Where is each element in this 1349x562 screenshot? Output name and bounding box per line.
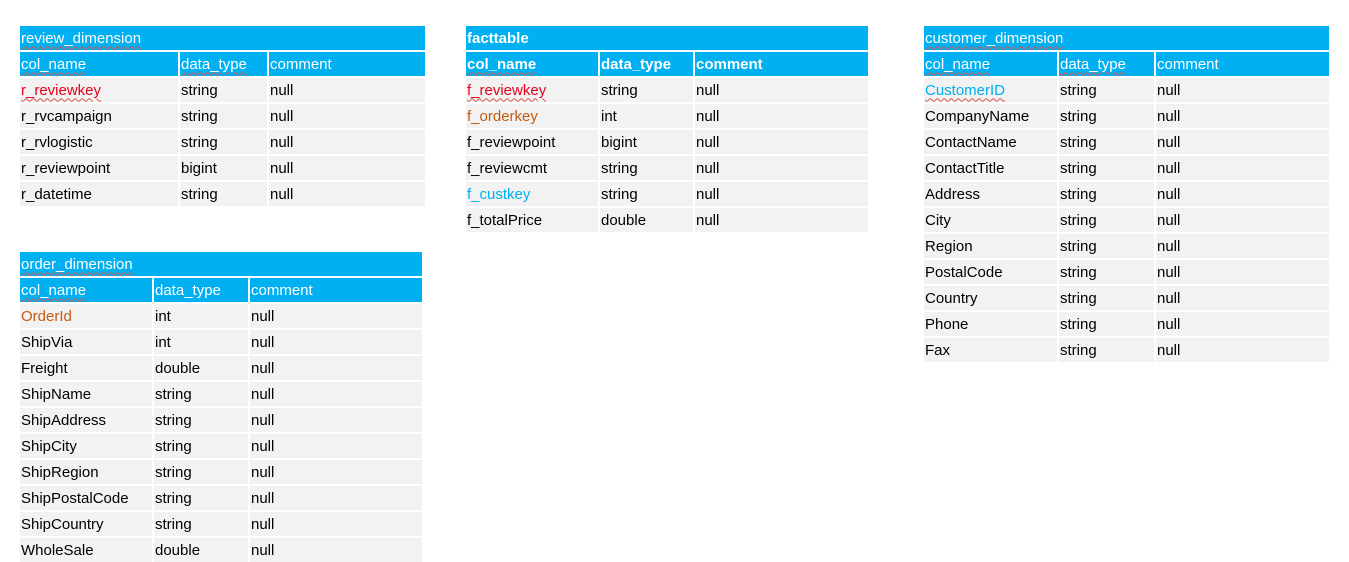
column-header-comment: comment bbox=[694, 51, 868, 77]
table-row bbox=[924, 311, 1329, 337]
comment-cell: null bbox=[268, 103, 425, 129]
table-row bbox=[924, 233, 1329, 259]
column-header-comment: comment bbox=[268, 51, 425, 77]
table-row bbox=[466, 103, 868, 129]
column-header-comment: comment bbox=[249, 277, 422, 303]
data-type-cell: string bbox=[179, 77, 268, 103]
table-row bbox=[20, 181, 425, 206]
comment-cell: null bbox=[249, 511, 422, 537]
comment-cell: null bbox=[249, 485, 422, 511]
table-row bbox=[20, 511, 422, 537]
data-type-cell: string bbox=[1058, 103, 1155, 129]
comment-cell: null bbox=[249, 433, 422, 459]
comment-cell: null bbox=[249, 407, 422, 433]
column-name-cell: WholeSale bbox=[20, 537, 153, 562]
data-type-cell: string bbox=[153, 459, 249, 485]
column-name-cell: ShipName bbox=[20, 381, 153, 407]
column-name-cell: CompanyName bbox=[924, 103, 1058, 129]
comment-cell: null bbox=[694, 129, 868, 155]
comment-cell: null bbox=[268, 129, 425, 155]
data-type-cell: string bbox=[153, 381, 249, 407]
data-type-cell: string bbox=[599, 77, 694, 103]
key-column-cell: r_reviewkey bbox=[20, 77, 179, 103]
data-type-cell: string bbox=[1058, 129, 1155, 155]
data-type-cell: string bbox=[179, 181, 268, 206]
table-row bbox=[20, 355, 422, 381]
table-row bbox=[924, 337, 1329, 362]
column-name-cell: Address bbox=[924, 181, 1058, 207]
table-row bbox=[466, 155, 868, 181]
table-row bbox=[20, 407, 422, 433]
table-row bbox=[466, 77, 868, 103]
table-row bbox=[924, 155, 1329, 181]
comment-cell: null bbox=[1155, 311, 1329, 337]
column-name-cell: ShipVia bbox=[20, 329, 153, 355]
data-type-cell: string bbox=[1058, 233, 1155, 259]
column-name-cell: PostalCode bbox=[924, 259, 1058, 285]
column-header-col-name: col_name bbox=[20, 277, 153, 303]
table-row bbox=[20, 155, 425, 181]
comment-cell: null bbox=[1155, 103, 1329, 129]
column-name-cell: r_reviewpoint bbox=[20, 155, 179, 181]
comment-cell: null bbox=[268, 181, 425, 206]
column-name-cell: f_reviewpoint bbox=[466, 129, 599, 155]
data-type-cell: string bbox=[153, 511, 249, 537]
data-type-cell: string bbox=[153, 433, 249, 459]
column-name-cell: ShipCity bbox=[20, 433, 153, 459]
data-type-cell: int bbox=[599, 103, 694, 129]
column-name-cell: r_rvlogistic bbox=[20, 129, 179, 155]
table-row bbox=[924, 207, 1329, 233]
table-row bbox=[466, 129, 868, 155]
facttable-table bbox=[466, 26, 868, 232]
column-name-cell: ShipPostalCode bbox=[20, 485, 153, 511]
data-type-cell: string bbox=[1058, 311, 1155, 337]
column-name-cell: ContactName bbox=[924, 129, 1058, 155]
table-row bbox=[924, 259, 1329, 285]
comment-cell: null bbox=[1155, 207, 1329, 233]
table-row bbox=[466, 181, 868, 207]
column-name-cell: r_datetime bbox=[20, 181, 179, 206]
data-type-cell: string bbox=[1058, 77, 1155, 103]
column-header-data-type: data_type bbox=[1058, 51, 1155, 77]
column-header-col-name: col_name bbox=[924, 51, 1058, 77]
comment-cell: null bbox=[1155, 155, 1329, 181]
table-row bbox=[20, 459, 422, 485]
column-name-cell: Region bbox=[924, 233, 1058, 259]
table-title: customer_dimension bbox=[924, 26, 1329, 51]
data-type-cell: string bbox=[599, 155, 694, 181]
comment-cell: null bbox=[268, 77, 425, 103]
data-type-cell: double bbox=[599, 207, 694, 232]
table-row bbox=[20, 381, 422, 407]
column-header-data-type: data_type bbox=[153, 277, 249, 303]
order-dimension-table bbox=[20, 252, 422, 562]
data-type-cell: string bbox=[1058, 155, 1155, 181]
comment-cell: null bbox=[1155, 285, 1329, 311]
data-type-cell: int bbox=[153, 303, 249, 329]
column-header-comment: comment bbox=[1155, 51, 1329, 77]
table-row bbox=[20, 537, 422, 562]
data-type-cell: bigint bbox=[599, 129, 694, 155]
comment-cell: null bbox=[249, 303, 422, 329]
comment-cell: null bbox=[249, 459, 422, 485]
column-name-cell: ShipRegion bbox=[20, 459, 153, 485]
column-name-cell: f_totalPrice bbox=[466, 207, 599, 232]
table-row bbox=[20, 303, 422, 329]
comment-cell: null bbox=[268, 155, 425, 181]
column-name-cell: ShipAddress bbox=[20, 407, 153, 433]
column-name-cell: ShipCountry bbox=[20, 511, 153, 537]
table-row bbox=[466, 207, 868, 232]
table-title: review_dimension bbox=[20, 26, 425, 51]
table-row bbox=[20, 129, 425, 155]
column-name-cell: Fax bbox=[924, 337, 1058, 362]
data-type-cell: string bbox=[1058, 181, 1155, 207]
comment-cell: null bbox=[1155, 181, 1329, 207]
table-row bbox=[20, 485, 422, 511]
column-header-col-name: col_name bbox=[466, 51, 599, 77]
comment-cell: null bbox=[249, 381, 422, 407]
data-type-cell: string bbox=[153, 485, 249, 511]
key-column-cell: f_custkey bbox=[466, 181, 599, 207]
column-name-cell: City bbox=[924, 207, 1058, 233]
column-name-cell: r_rvcampaign bbox=[20, 103, 179, 129]
table-row bbox=[20, 433, 422, 459]
comment-cell: null bbox=[249, 329, 422, 355]
data-type-cell: string bbox=[1058, 259, 1155, 285]
key-column-cell: f_reviewkey bbox=[466, 77, 599, 103]
column-header-data-type: data_type bbox=[179, 51, 268, 77]
table-row bbox=[20, 77, 425, 103]
column-name-cell: ContactTitle bbox=[924, 155, 1058, 181]
column-header-data-type: data_type bbox=[599, 51, 694, 77]
column-name-cell: Country bbox=[924, 285, 1058, 311]
table-row bbox=[924, 181, 1329, 207]
data-type-cell: string bbox=[153, 407, 249, 433]
review-dimension-table bbox=[20, 26, 425, 206]
data-type-cell: double bbox=[153, 537, 249, 562]
column-name-cell: Freight bbox=[20, 355, 153, 381]
comment-cell: null bbox=[1155, 259, 1329, 285]
table-title: facttable bbox=[466, 26, 868, 51]
column-header-col-name: col_name bbox=[20, 51, 179, 77]
data-type-cell: string bbox=[179, 129, 268, 155]
column-name-cell: f_reviewcmt bbox=[466, 155, 599, 181]
data-type-cell: string bbox=[1058, 337, 1155, 362]
key-column-cell: f_orderkey bbox=[466, 103, 599, 129]
data-type-cell: string bbox=[179, 103, 268, 129]
column-name-cell: Phone bbox=[924, 311, 1058, 337]
comment-cell: null bbox=[1155, 77, 1329, 103]
table-title: order_dimension bbox=[20, 252, 422, 277]
comment-cell: null bbox=[694, 155, 868, 181]
comment-cell: null bbox=[1155, 337, 1329, 362]
key-column-cell: CustomerID bbox=[924, 77, 1058, 103]
data-type-cell: int bbox=[153, 329, 249, 355]
table-row bbox=[924, 77, 1329, 103]
table-row bbox=[924, 129, 1329, 155]
comment-cell: null bbox=[694, 207, 868, 232]
data-type-cell: string bbox=[1058, 285, 1155, 311]
comment-cell: null bbox=[249, 355, 422, 381]
comment-cell: null bbox=[1155, 129, 1329, 155]
data-type-cell: double bbox=[153, 355, 249, 381]
comment-cell: null bbox=[1155, 233, 1329, 259]
data-type-cell: string bbox=[1058, 207, 1155, 233]
table-row bbox=[20, 103, 425, 129]
customer-dimension-table bbox=[924, 26, 1329, 362]
table-row bbox=[20, 329, 422, 355]
table-row bbox=[924, 285, 1329, 311]
comment-cell: null bbox=[694, 181, 868, 207]
data-type-cell: bigint bbox=[179, 155, 268, 181]
comment-cell: null bbox=[694, 103, 868, 129]
comment-cell: null bbox=[249, 537, 422, 562]
table-row bbox=[924, 103, 1329, 129]
data-type-cell: string bbox=[599, 181, 694, 207]
comment-cell: null bbox=[694, 77, 868, 103]
key-column-cell: OrderId bbox=[20, 303, 153, 329]
